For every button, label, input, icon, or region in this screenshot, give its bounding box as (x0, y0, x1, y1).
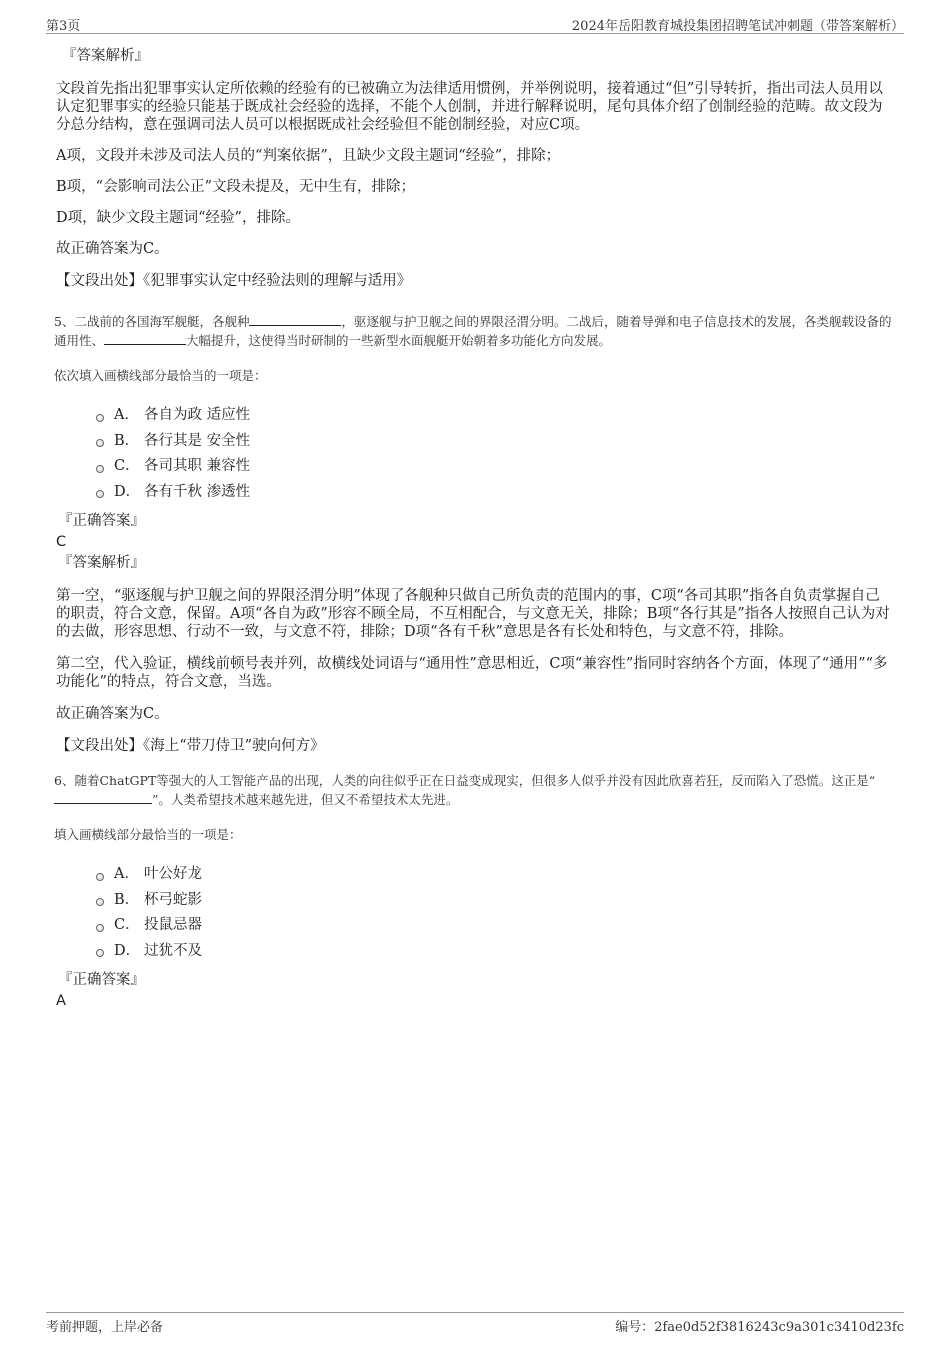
option-d[interactable]: D． 各有千秋 渗透性 (96, 480, 894, 506)
footer-slogan: 考前押题，上岸必备 (46, 1320, 164, 1335)
correct-answer-label: 『正确答案』 (58, 513, 145, 529)
radio-icon[interactable] (96, 465, 104, 473)
option-c[interactable]: C． 各司其职 兼容性 (96, 454, 894, 480)
option-a[interactable]: A． 各自为政 适应性 (96, 403, 894, 429)
radio-icon[interactable] (96, 949, 104, 957)
analysis-paragraph-2: 第二空，代入验证，横线前顿号表并列，故横线处词语与“通用性”意思相近，C项“兼容性”指同时容纳各个方面，体现了“通用”“多功能化”的特点，符合文意，当选。 (56, 656, 888, 690)
fill-blank-1 (249, 313, 341, 326)
page-number: 第3页 (46, 19, 81, 34)
analysis-option-d: D项，缺少文段主题词“经验”，排除。 (56, 210, 300, 226)
correct-answer: C (56, 534, 67, 550)
correct-answer-label: 『正确答案』 (58, 972, 145, 988)
analysis-label: 『答案解析』 (58, 555, 145, 571)
document-title: 2024年岳阳教育城投集团招聘笔试冲刺题（带答案解析） (571, 19, 904, 34)
fill-blank (54, 791, 152, 804)
question-5-stem: 5、二战前的各国海军舰艇，各舰种 ，驱逐舰与护卫舰之间的界限泾渭分明。二战后，随着导弹和电子信息技术的发展，各类舰载设备的通用性、 大幅提升，这使得当时研制的一些新型水面舰艇开始朝着多功能化方向发展。 (54, 314, 892, 348)
radio-icon[interactable] (96, 490, 104, 498)
source-citation: 【文段出处】《犯罪事实认定中经验法则的理解与适用》 (56, 273, 412, 289)
option-b[interactable]: B． 杯弓蛇影 (96, 888, 894, 914)
option-d[interactable]: D． 过犹不及 (96, 939, 894, 965)
analysis-paragraph: 文段首先指出犯罪事实认定所依赖的经验有的已被确立为法律适用惯例，并举例说明，接着通过“但”引导转折，指出司法人员用以认定犯罪事实的经验只能基于既成社会经验的选择，不能个人创制，并进行解释说明，尾句具体介绍了创制经验的范畴。故文段为分总分结构，意在强调司法人员可以根据既成社会经验但不能创制经验，对应C项。 (56, 81, 883, 133)
page-content (56, 46, 894, 1010)
question-6-stem: 6、随着ChatGPT等强大的人工智能产品的出现，人类的向往似乎正在日益变成现实，但很多人似乎并没有因此欣喜若狂，反而陷入了恐慌。这正是“”。人类希望技术越来越先进，但又不希望技术太先进。 (54, 773, 876, 807)
radio-icon[interactable] (96, 414, 104, 422)
option-a[interactable]: A． 叶公好龙 (96, 862, 894, 888)
analysis-label: 『答案解析』 (62, 48, 149, 64)
radio-icon[interactable] (96, 873, 104, 881)
fill-blank-2 (104, 332, 186, 345)
option-c[interactable]: C． 投鼠忌器 (96, 913, 894, 939)
conclusion: 故正确答案为C。 (56, 706, 169, 722)
correct-answer: A (56, 993, 66, 1009)
question-6-prompt: 填入画横线部分最恰当的一项是： (54, 827, 242, 842)
option-b[interactable]: B． 各行其是 安全性 (96, 429, 894, 455)
question-6-options (96, 862, 894, 964)
conclusion: 故正确答案为C。 (56, 241, 169, 257)
page-header (46, 13, 904, 34)
radio-icon[interactable] (96, 898, 104, 906)
analysis-option-a: A项，文段并未涉及司法人员的“判案依据”，且缺少文段主题词“经验”，排除； (56, 148, 561, 164)
analysis-paragraph-1: 第一空，“驱逐舰与护卫舰之间的界限泾渭分明”体现了各舰种只做自己所负责的范围内的事，C项“各司其职”指各自负责掌握自己的职责，符合文意，保留。A项“各自为政”形容不顾全局，不互相配合，与文意无关，排除；B项“各行其是”指各人按照自己认为对的去做，形容思想、行动不一致，与文意不符，排除；D项“各有千秋”意思是各有长处和特色，与文意不符，排除。 (56, 588, 890, 640)
radio-icon[interactable] (96, 439, 104, 447)
radio-icon[interactable] (96, 924, 104, 932)
question-5-prompt: 依次填入画横线部分最恰当的一项是： (54, 368, 267, 383)
page-footer (46, 1312, 904, 1335)
source-citation: 【文段出处】《海上“带刀侍卫”驶向何方》 (56, 738, 325, 754)
document-id: 编号：2fae0d52f3816243c9a301c3410d23fc (615, 1320, 904, 1335)
analysis-option-b: B项，“会影响司法公正”文段未提及，无中生有，排除； (56, 179, 415, 195)
question-5-options (96, 403, 894, 505)
